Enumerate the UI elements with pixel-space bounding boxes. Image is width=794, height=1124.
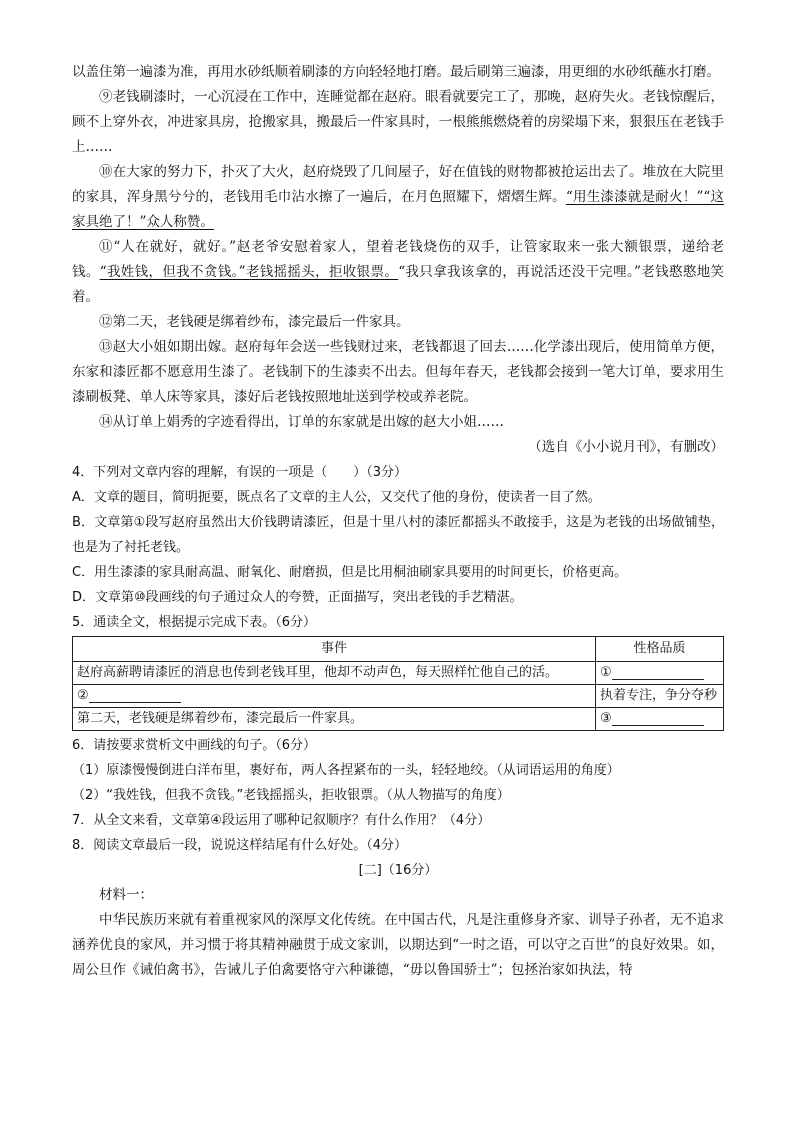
question-4-option-a: A．文章的题目，简明扼要，既点名了文章的主人公，又交代了他的身份，使读者一目了然。 xyxy=(72,490,601,505)
question-8: 8．阅读文章最后一段，说说这样结尾有什么好处。（4分） xyxy=(72,838,408,853)
story-paragraph-13: ⑬赵大小姐如期出嫁。赵府每年会送一些钱财过来，老钱都退了回去……化学漆出现后，使用简单方便，东家和漆匠都不愿意用生漆了。老钱制下的生漆卖不出去。但每年春天，老钱都会接到一笔大订单，要求用生漆刷板凳、单人床等家具，漆好后老钱按照地址送到学校或养老院。 xyxy=(72,339,724,405)
blank-marker-2: ② xyxy=(77,688,89,703)
answer-blank-2[interactable] xyxy=(89,688,181,703)
table-cell-character-1[interactable] xyxy=(596,662,724,685)
blank-marker-1: ① xyxy=(600,665,612,680)
table-header-character: 性格品质 xyxy=(596,637,724,662)
question-4-option-d: D．文章第⑩段画线的句子通过众人的夸赞，正面描写，突出老钱的手艺精湛。 xyxy=(72,590,523,605)
material-1-text: 中华民族历来就有着重视家风的深厚文化传统。在中国古代，凡是注重修身齐家、训导子孙者，无不追求涵养优良的家风，并习惯于将其精神融贯于成文家训，以期达到“一时之语，可以守之百世”的良好效果。如，周公旦作《诫伯禽书》，告诫儿子伯禽要恪守六种谦德，“毋以鲁国骄士”；包拯治家如执法，特 xyxy=(72,912,724,978)
question-4-option-c: C．用生漆漆的家具耐高温、耐氧化、耐磨损，但是比用桐油刷家具要用的时间更长，价格更高。 xyxy=(72,565,628,580)
story-paragraph-11 xyxy=(72,235,724,310)
blank-marker-3: ③ xyxy=(600,711,612,726)
underlined-sentence-praise: “用生漆漆就是耐火！”“这家具绝了！”众人称赞。 xyxy=(72,189,724,230)
material-1-label: 材料一： xyxy=(99,887,153,903)
question-5: 5．通读全文，根据提示完成下表。（6分） xyxy=(72,615,317,630)
question-7: 7．从全文来看，文章第④段运用了哪种记叙顺序？有什么作用？（4分） xyxy=(72,813,491,828)
table-header-row xyxy=(73,637,724,662)
story-paragraph-11-end: “我只拿我该拿的，再说活还没干完哩。”老钱憨憨地笑着。 xyxy=(72,264,725,305)
table-cell-event-2[interactable] xyxy=(73,685,596,708)
table-cell-event-1: 赵府高薪聘请漆匠的消息也传到老钱耳里，他却不动声色，每天照样忙他自己的活。 xyxy=(73,662,596,685)
table-row xyxy=(73,662,724,685)
question-6-part-2: （2）“我姓钱，但我不贪钱。”老钱摇摇头，拒收银票。（从人物描写的角度） xyxy=(72,788,510,803)
event-character-table xyxy=(72,636,724,731)
story-paragraph-12: ⑫第二天，老钱硬是绑着纱布，漆完最后一件家具。 xyxy=(99,314,410,330)
question-4: 4．下列对文章内容的理解，有误的一项是（ ）（3分） xyxy=(72,465,408,480)
table-cell-character-2: 执着专注，争分夺秒 xyxy=(596,685,724,708)
underlined-sentence-refusal: “我姓钱，但我不贪钱。”老钱摇摇头，拒收银票。 xyxy=(99,264,399,280)
table-cell-event-3: 第二天，老钱硬是绑着纱布，漆完最后一件家具。 xyxy=(73,708,596,731)
table-header-event: 事件 xyxy=(73,637,596,662)
question-4-option-b: B．文章第①段写赵府虽然出大价钱聘请漆匠，但是十里八村的漆匠都摇头不敢接手，这是为老钱的出场做铺垫，也是为了衬托老钱。 xyxy=(72,515,724,555)
question-6-part-1: （1）原漆慢慢倒进白洋布里，裹好布，两人各捏紧布的一头，轻轻地绞。（从词语运用的角度） xyxy=(72,763,620,778)
story-paragraph-11-text: ⑪“人在就好，就好。”赵老爷安慰着家人，望着老钱烧伤的双手，让管家取来一张大额银票，递给老钱。 xyxy=(72,239,724,280)
answer-blank-3[interactable] xyxy=(612,711,704,726)
story-source: （选自《小小说月刊》，有删改） xyxy=(528,439,724,455)
table-row xyxy=(73,708,724,731)
table-cell-character-3[interactable] xyxy=(596,708,724,731)
story-paragraph-9: ⑨老钱刷漆时，一心沉浸在工作中，连睡觉都在赵府。眼看就要完工了，那晚，赵府失火。老钱惊醒后，顾不上穿外衣，冲进家具房，抢搬家具，搬最后一件家具时，一根熊熊燃烧着的房梁塌下来，狠狠压在老钱手上…… xyxy=(72,89,724,155)
table-row xyxy=(73,685,724,708)
answer-blank-1[interactable] xyxy=(612,665,704,680)
question-6: 6．请按要求赏析文中画线的句子。（6分） xyxy=(72,738,317,753)
story-paragraph-10 xyxy=(72,160,724,235)
story-paragraph-10-text: ⑩在大家的努力下，扑灭了大火，赵府烧毁了几间屋子，好在值钱的财物都被抢运出去了。堆放在大院里的家具，浑身黑兮兮的，老钱用毛巾沾水擦了一遍后，在月色照耀下，熠熠生辉。 xyxy=(72,164,724,205)
story-paragraph-8-tail: 以盖住第一遍漆为准，再用水砂纸顺着刷漆的方向轻轻地打磨。最后刷第三遍漆，用更细的水砂纸蘸水打磨。 xyxy=(72,64,720,80)
exam-page xyxy=(72,60,724,983)
story-paragraph-14: ⑭从订单上娟秀的字迹看得出，订单的东家就是出嫁的赵大小姐…… xyxy=(99,414,504,430)
section-2-title: [二]（16分） xyxy=(358,863,438,878)
